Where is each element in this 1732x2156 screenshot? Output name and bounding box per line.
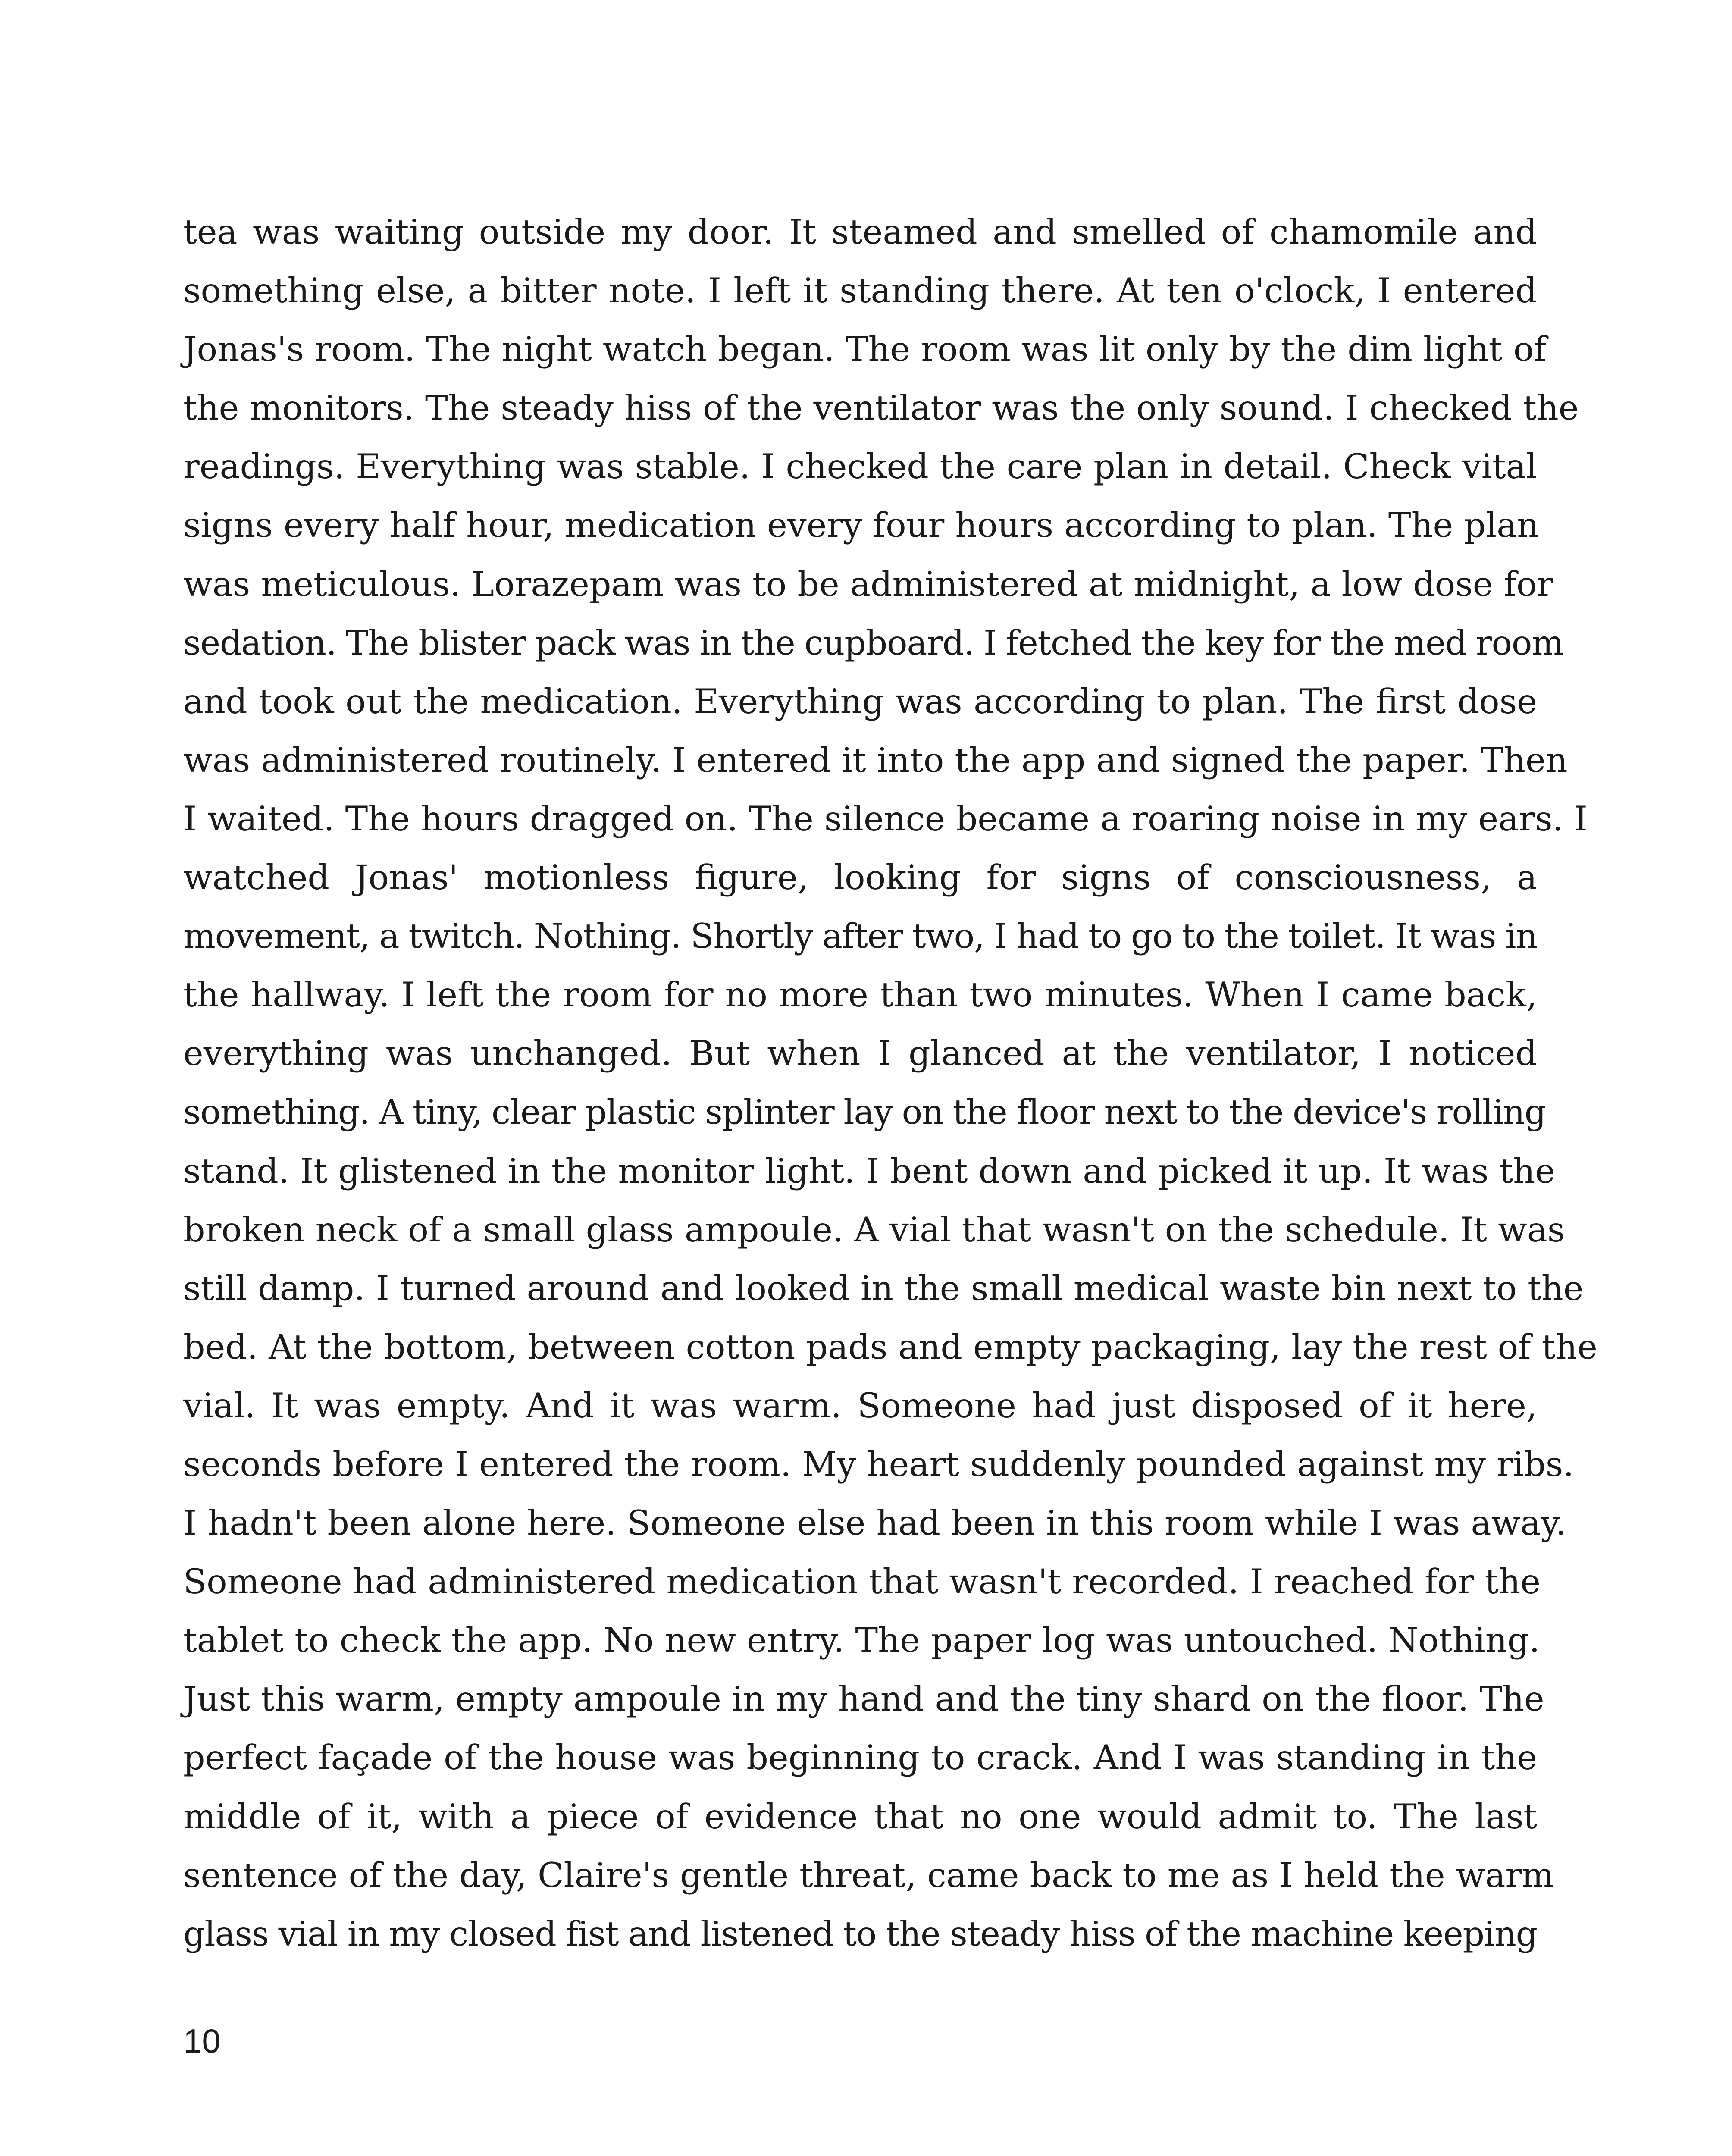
- text-line: still damp. I turned around and looked in the small medical waste bin next to the: [183, 1268, 1584, 1308]
- text-line: something else, a bitter note. I left it standing there. At ten o'clock, I entered: [183, 271, 1537, 311]
- text-line: broken neck of a small glass ampoule. A vial that wasn't on the schedule. It was: [183, 1210, 1565, 1250]
- text-line: the monitors. The steady hiss of the ventilator was the only sound. I checked the: [183, 388, 1579, 428]
- text-line: middle of it, with a piece of evidence that no one would admit to. The last: [183, 1796, 1537, 1836]
- text-line: I waited. The hours dragged on. The silence became a roaring noise in my ears. I: [183, 799, 1588, 839]
- text-line: signs every half hour, medication every four hours according to plan. The plan: [183, 505, 1539, 545]
- body-paragraph: [183, 203, 1597, 1963]
- text-line: sedation. The blister pack was in the cupboard. I fetched the key for the med room: [183, 623, 1563, 663]
- text-line: Jonas's room. The night watch began. The room was lit only by the dim light of: [183, 329, 1547, 370]
- text-line: Just this warm, empty ampoule in my hand and the tiny shard on the floor. The: [183, 1679, 1544, 1719]
- text-line: readings. Everything was stable. I checked the care plan in detail. Check vital: [183, 447, 1537, 487]
- text-line: perfect façade of the house was beginning to crack. And I was standing in the: [183, 1738, 1537, 1778]
- text-line: something. A tiny, clear plastic splinter lay on the floor next to the device's rolling: [183, 1092, 1546, 1132]
- text-line: stand. It glistened in the monitor light. I bent down and picked it up. It was the: [183, 1151, 1555, 1191]
- text-line: and took out the medication. Everything was according to plan. The first dose: [183, 681, 1537, 721]
- text-line: Someone had administered medication that wasn't recorded. I reached for the: [183, 1562, 1541, 1602]
- text-line: was meticulous. Lorazepam was to be administered at midnight, a low dose for: [183, 564, 1553, 604]
- text-line: glass vial in my closed fist and listened to the steady hiss of the machine keeping: [183, 1914, 1537, 1954]
- text-line: the hallway. I left the room for no more than two minutes. When I came back,: [183, 975, 1537, 1015]
- text-line: was administered routinely. I entered it into the app and signed the paper. Then: [183, 740, 1568, 780]
- text-line: seconds before I entered the room. My heart suddenly pounded against my ribs.: [183, 1444, 1574, 1484]
- text-line: movement, a twitch. Nothing. Shortly after two, I had to go to the toilet. It was in: [183, 916, 1537, 956]
- text-line: tablet to check the app. No new entry. The paper log was untouched. Nothing.: [183, 1620, 1540, 1661]
- text-line: watched Jonas' motionless figure, looking for signs of consciousness, a: [183, 858, 1537, 898]
- text-line: bed. At the bottom, between cotton pads and empty packaging, lay the rest of the: [183, 1327, 1597, 1367]
- text-line: sentence of the day, Claire's gentle threat, came back to me as I held the warm: [183, 1855, 1554, 1895]
- page-number: 10: [183, 2022, 221, 2060]
- text-line: vial. It was empty. And it was warm. Someone had just disposed of it here,: [183, 1385, 1537, 1426]
- text-line: tea was waiting outside my door. It steamed and smelled of chamomile and: [183, 212, 1537, 252]
- text-line: I hadn't been alone here. Someone else had been in this room while I was away.: [183, 1503, 1566, 1543]
- text-line: everything was unchanged. But when I glanced at the ventilator, I noticed: [183, 1034, 1537, 1074]
